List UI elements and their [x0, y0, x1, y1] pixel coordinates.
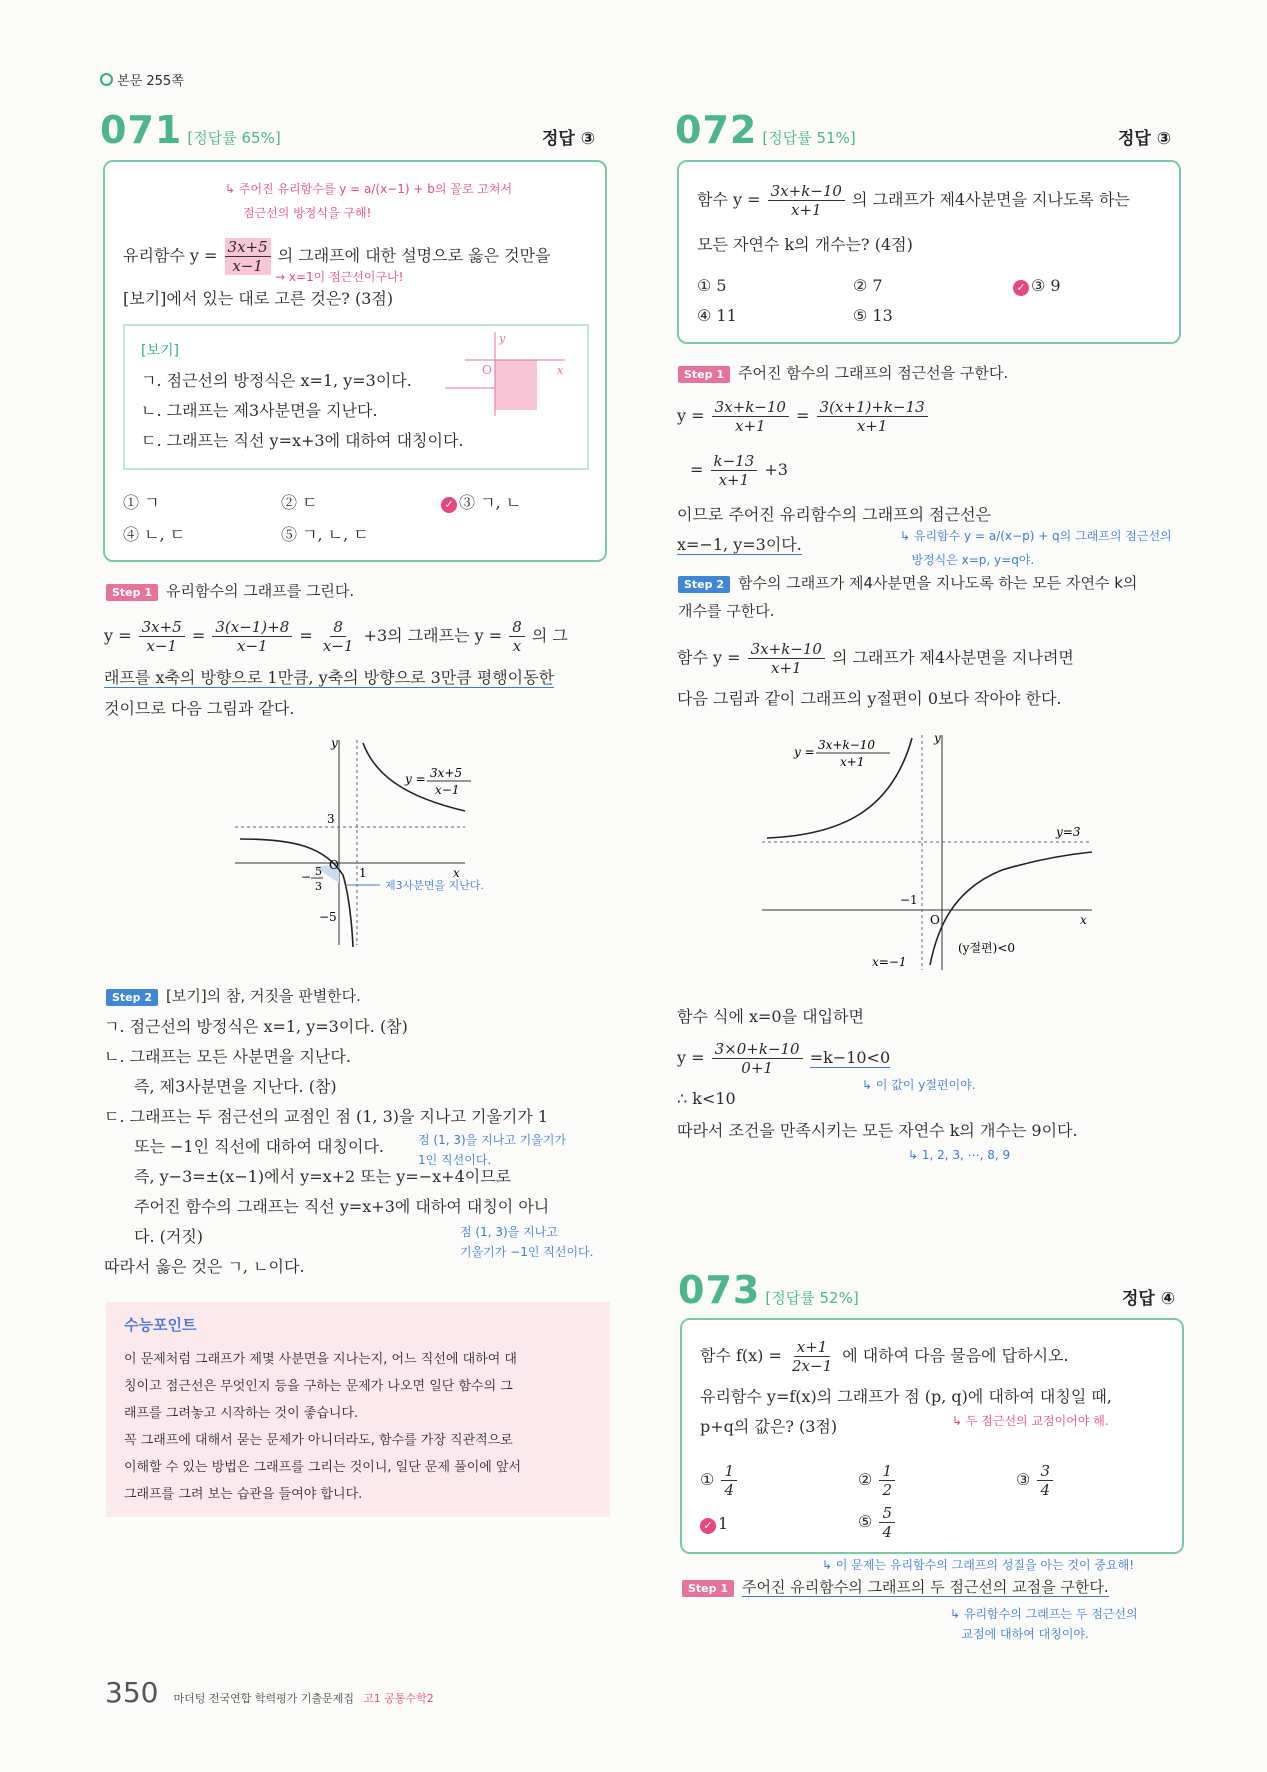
step1-result: x=−1, y=3이다.	[677, 535, 802, 554]
tip-title: 수능포인트	[124, 1316, 197, 1334]
answer-label: 정답 ④	[1122, 1289, 1176, 1309]
graph-y-label: y	[331, 736, 338, 750]
graph-072	[762, 730, 1102, 980]
curve-label-num: 3x+5	[430, 766, 463, 780]
step1-equation: y = $\frac{3x+5}{x-1}$ = $\frac{3(x-1)+8}{x-1}$ = $\frac{8}{x-1}$ +3의 그래프는 y = $\frac{8}{x}$ 의 그	[104, 618, 568, 655]
step2-line: 즉, 제3사분면을 지난다. (참)	[134, 1077, 337, 1096]
annotation: → x=1이 점근선이구나!	[275, 270, 404, 284]
bogi-item: ㄷ. 그래프는 직선 y=x+3에 대하여 대칭이다.	[141, 431, 464, 450]
answer-label: 정답 ③	[1118, 129, 1172, 149]
problem-072-box	[677, 160, 1181, 344]
y-intercept-label: (y절편)<0	[958, 941, 1016, 955]
annotation: 점 (1, 3)을 지나고 기울기가 −1인 직선이다.	[460, 1225, 594, 1259]
problem-073-box	[680, 1318, 1184, 1554]
bogi-item: ㄴ. 그래프는 제3사분면을 지난다.	[141, 401, 378, 420]
step2-line: 다음 그림과 같이 그래프의 y절편이 0보다 작아야 한다.	[677, 689, 1062, 708]
circle-icon	[100, 73, 113, 86]
curve-label-den: x+1	[840, 755, 865, 769]
question-line-1: 함수 f(x) = $\frac{x+1}{2x-1}$ 에 대하여 다음 물음에 답하시오.	[700, 1338, 1069, 1375]
step3-line: ∴ k<10	[677, 1089, 736, 1108]
step3-equation: y = $\frac{3\times 0+k-10}{0+1}$ =k−10<0	[677, 1040, 891, 1077]
problem-071-box	[103, 160, 607, 562]
tick-minus-5: −5	[319, 910, 337, 924]
choice-5[interactable]: ⑤ 13	[853, 306, 893, 325]
check-icon: ✓	[441, 497, 457, 513]
step2-line: ㄴ. 그래프는 모든 사분면을 지난다.	[104, 1047, 351, 1066]
annotation: ↳ 1, 2, 3, ⋯, 8, 9	[908, 1148, 1011, 1162]
x-intercept-minus: −	[301, 870, 312, 884]
step3-conclusion: 따라서 조건을 만족시키는 모든 자연수 k의 개수는 9이다.	[677, 1121, 1078, 1140]
check-icon: ✓	[1013, 280, 1029, 296]
choice-3[interactable]: ✓ ③ ㄱ, ㄴ	[441, 490, 521, 513]
annotation: ↳ 유리함수 y = a/(x−p) + q의 그래프의 점근선의 방정식은 x=p, y=q야.	[900, 529, 1172, 567]
question-line-2: 모든 자연수 k의 개수는? (4점)	[697, 235, 913, 254]
annotation: ↳ 이 문제는 유리함수의 그래프의 성질을 아는 것이 중요해!	[822, 1558, 1135, 1572]
footer	[105, 1676, 434, 1709]
step2-line: ㄷ. 그래프는 두 점근선의 교점인 점 (1, 3)을 지나고 기울기가 1	[104, 1107, 549, 1126]
problem-number: 072	[675, 108, 758, 152]
asymptote-x-minus1: x=−1	[872, 955, 907, 969]
question-line-3: p+q의 값은? (3점)	[700, 1417, 838, 1436]
step1-equation-2: = $\frac{k-13}{x+1}$ +3	[690, 452, 788, 489]
choice-5[interactable]: ⑤ $\frac{5}{4}$	[858, 1504, 897, 1541]
choice-4[interactable]: ④ ㄴ, ㄷ	[123, 525, 186, 544]
step1-equation-1: y = $\frac{3x+k-10}{x+1}$ = $\frac{3(x+1)+k-13}{x+1}$	[677, 398, 930, 435]
curve-label-den: x−1	[435, 783, 460, 797]
question-line-2: [보기]에서 있는 대로 고른 것은? (3점)	[123, 289, 394, 308]
step1-line2: 래프를 x축의 방향으로 1만큼, y축의 방향으로 3만큼 평행이동한	[104, 668, 555, 687]
step1-heading: Step 1 유리함수의 그래프를 그린다.	[106, 580, 354, 601]
annotation: 점 (1, 3)을 지나고 기울기가 1인 직선이다.	[418, 1133, 567, 1167]
x-intercept-den: 3	[315, 880, 322, 893]
step2-line: 다. (거짓)	[134, 1227, 204, 1246]
graph-origin: O	[329, 858, 339, 872]
choice-3[interactable]: ③ $\frac{3}{4}$	[1016, 1462, 1055, 1499]
page-ref: 본문 255쪽	[100, 70, 184, 89]
subject: 고1 공통수학2	[363, 1692, 434, 1705]
annotation: ↳ 두 점근선의 교점이어야 해.	[952, 1414, 1109, 1428]
graph-note: 제3사분면을 지난다.	[385, 879, 484, 892]
choice-1[interactable]: ① 5	[697, 276, 727, 295]
annotation: ↳ 유리함수의 그래프는 두 점근선의 교점에 대하여 대칭이야.	[950, 1607, 1138, 1641]
choice-1[interactable]: ① $\frac{1}{4}$	[700, 1462, 739, 1499]
accuracy-rate: [정답률 52%]	[765, 1289, 859, 1307]
graph-y-label: y	[934, 731, 941, 745]
step2-line: 또는 −1인 직선에 대하여 대칭이다.	[134, 1137, 384, 1156]
step1-line: 이므로 주어진 유리함수의 그래프의 점근선은	[677, 505, 992, 524]
asymptote-y3: y=3	[1056, 825, 1081, 839]
graph-origin: O	[930, 913, 940, 927]
step2-conclusion: 따라서 옳은 것은 ㄱ, ㄴ이다.	[104, 1257, 305, 1276]
question-line-1: 유리함수 y = $\frac{3x+5}{x-1}$ 의 그래프에 대한 설명으로 옳은 것만을	[123, 238, 551, 275]
choice-5[interactable]: ⑤ ㄱ, ㄴ, ㄷ	[281, 525, 369, 544]
step2-line: 즉, y−3=±(x−1)에서 y=x+2 또는 y=−x+4이므로	[134, 1167, 512, 1186]
mini-origin-label: O	[482, 363, 492, 377]
annotation: 점근선의 방정식을 구해!	[243, 206, 372, 220]
accuracy-rate: [정답률 65%]	[187, 129, 281, 147]
step1-heading: Step 1 주어진 함수의 그래프의 점근선을 구한다.	[678, 362, 1008, 383]
choice-2[interactable]: ② ㄷ	[281, 493, 318, 512]
mini-x-label: x	[557, 364, 564, 377]
mini-graph	[445, 330, 575, 420]
bogi-box	[123, 324, 589, 470]
choice-4[interactable]: ④ 11	[697, 306, 737, 325]
graph-x-label: x	[453, 866, 460, 880]
graph-071	[235, 735, 515, 955]
curve-label-prefix: y =	[405, 772, 426, 786]
book-title: 마더텅 전국연합 학력평가 기출문제집	[173, 1692, 355, 1705]
step2-heading: Step 2 [보기]의 참, 거짓을 판별한다.	[106, 985, 361, 1006]
curve-label-prefix: y =	[794, 745, 815, 759]
choice-1[interactable]: ① ㄱ	[123, 493, 160, 512]
step2-heading-cont: 개수를 구한다.	[678, 602, 775, 620]
problem-073-header	[678, 1268, 859, 1312]
problem-number: 073	[678, 1268, 761, 1312]
tip-text: 이 문제처럼 그래프가 제몇 사분면을 지나는지, 어느 직선에 대하여 대 칭이고 점근선은 무엇인지 등을 구하는 문제가 나오면 일단 함수의 그 래프를 그려놓고 시작하는 것이 좋습니다. 꼭 그래프에 대해서 묻는 문제가 아니더라도, 함수를 가장 직관적으로 이해할 수 있는 방법은 그래프를 그리는 것이니, 일단 문제 풀이에 앞서 그래프를 그려 보는 습관을 들여야 합니다.	[124, 1352, 522, 1502]
choice-3[interactable]: ✓ ③ 9	[1013, 276, 1061, 296]
accuracy-rate: [정답률 51%]	[762, 129, 856, 147]
check-icon: ✓	[700, 1518, 716, 1534]
step2-line: ㄱ. 점근선의 방정식은 x=1, y=3이다. (참)	[104, 1017, 408, 1036]
tip-box	[106, 1302, 610, 1517]
mini-y-label: y	[499, 332, 506, 345]
tick-minus-1: −1	[900, 893, 918, 907]
annotation: ↳ 주어진 유리함수를 y = a/(x−1) + b의 꼴로 고쳐서	[225, 182, 513, 196]
choice-4[interactable]: ✓ 1	[700, 1514, 728, 1534]
graph-x-label: x	[1080, 913, 1087, 927]
choice-2[interactable]: ② $\frac{1}{2}$	[858, 1462, 897, 1499]
step1-heading: Step 1 주어진 유리함수의 그래프의 두 점근선의 교점을 구한다.	[682, 1576, 1109, 1597]
x-intercept-num: 5	[315, 865, 322, 878]
curve-label-num: 3x+k−10	[818, 738, 876, 752]
bogi-title: [보기]	[141, 343, 179, 359]
question-line-2: 유리함수 y=f(x)의 그래프가 점 (p, q)에 대하여 대칭일 때,	[700, 1387, 1112, 1406]
problem-072-header	[675, 108, 856, 152]
annotation: ↳ 이 값이 y절편이야.	[862, 1078, 976, 1092]
problem-071-header	[100, 108, 281, 152]
step1-line3: 것이므로 다음 그림과 같다.	[104, 699, 295, 718]
question-line-1: 함수 y = $\frac{3x+k-10}{x+1}$ 의 그래프가 제4사분면을 지나도록 하는	[697, 182, 1130, 219]
step2-line: 함수 y = $\frac{3x+k-10}{x+1}$ 의 그래프가 제4사분면을 지나려면	[677, 640, 1074, 677]
problem-number: 071	[100, 108, 183, 152]
answer-label: 정답 ③	[542, 129, 596, 149]
step2-heading: Step 2 함수의 그래프가 제4사분면을 지나도록 하는 모든 자연수 k의	[678, 572, 1137, 593]
step3-line: 함수 식에 x=0을 대입하면	[677, 1007, 864, 1026]
tick-3: 3	[327, 812, 335, 826]
choice-2[interactable]: ② 7	[853, 276, 883, 295]
tick-1: 1	[359, 866, 367, 880]
bogi-item: ㄱ. 점근선의 방정식은 x=1, y=3이다.	[141, 371, 412, 390]
step2-line: 주어진 함수의 그래프는 직선 y=x+3에 대하여 대칭이 아니	[134, 1197, 550, 1216]
page-number: 350	[105, 1676, 159, 1709]
